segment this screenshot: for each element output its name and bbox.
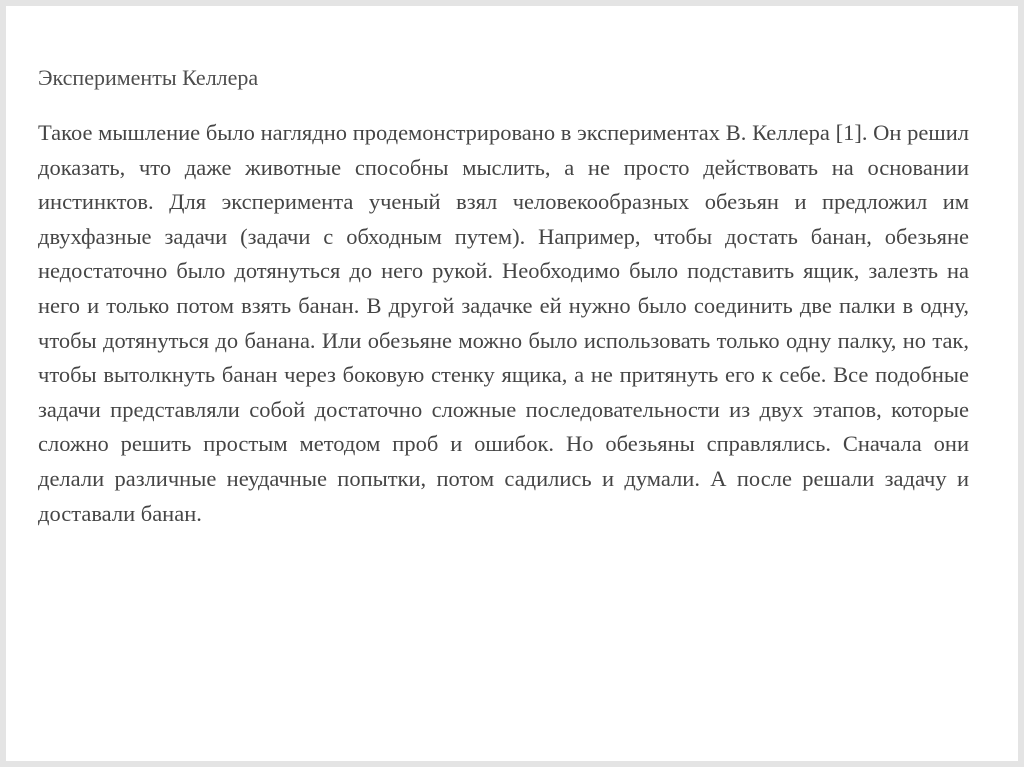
slide-page: [6, 6, 1018, 761]
document-title: Эксперименты Келлера: [38, 65, 259, 90]
document-content: [38, 62, 969, 531]
document-body-paragraph: Такое мышление было наглядно продемонстрировано в экспериментах В. Келлера [1]. Он решил доказать, что даже животные способны мыслить, а не просто действовать на основании инстинктов. Для эксперимента ученый взял человекообразных обезьян и предложил им двухфазные задачи (задачи с обходным путем). Например, чтобы достать банан, обезьяне недостаточно было дотянуться до него рукой. Необходимо было подставить ящик, залезть на него и только потом взять банан. В другой задачке ей нужно было соединить две палки в одну, чтобы дотянуться до банана. Или обезьяне можно было использовать только одну палку, но так, чтобы вытолкнуть банан через боковую стенку ящика, а не притянуть его к себе. Все подобные задачи представляли собой достаточно сложные последовательности из двух этапов, которые сложно решить простым методом проб и ошибок. Но обезьяны справлялись. Сначала они делали различные неудачные попытки, потом садились и думали. А после решали задачу и доставали банан.: [38, 120, 969, 526]
